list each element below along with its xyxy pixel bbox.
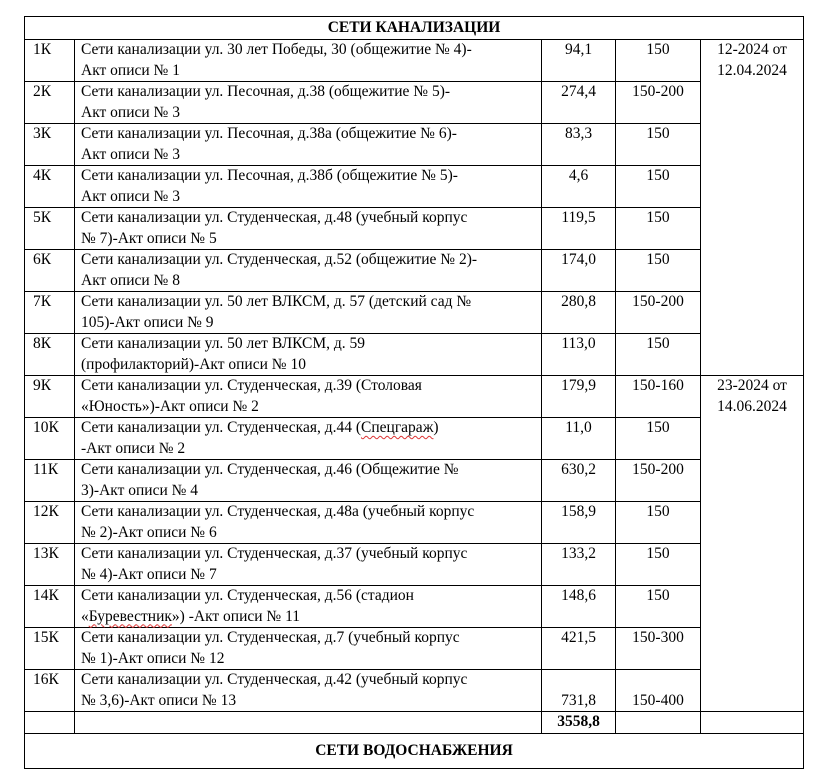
row-length: 113,0 [542,334,616,376]
row-length: 133,2 [542,544,616,586]
row-diameter: 150 [616,40,701,82]
row-length: 4,6 [542,166,616,208]
row-diameter: 150 [616,418,701,460]
row-description: Сети канализации ул. Песочная, д.38 (общежитие № 5)- Акт описи № 3 [75,82,542,124]
row-number: 12К [25,502,75,544]
row-description: Сети канализации ул. Студенческая, д.52 (общежитие № 2)- Акт описи № 8 [75,250,542,292]
spellcheck-flagged-word: Буревестник [88,607,172,625]
table-row [25,334,804,376]
table-row [25,208,804,250]
row-number: 1К [25,40,75,82]
document-page [24,16,803,769]
row-diameter: 150-160 [616,376,701,418]
row-number: 8К [25,334,75,376]
table-row [25,628,804,670]
row-length: 148,6 [542,586,616,628]
next-section-title: СЕТИ ВОДОСНАБЖЕНИЯ [25,734,804,769]
row-length: 731,8 [542,670,616,712]
row-description: Сети канализации ул. Студенческая, д.48 (учебный корпус № 7)-Акт описи № 5 [75,208,542,250]
row-length: 94,1 [542,40,616,82]
row-description: Сети канализации ул. Студенческая, д.46 (Общежитие № 3)-Акт описи № 4 [75,460,542,502]
table-row [25,40,804,82]
table-row [25,460,804,502]
row-number: 5К [25,208,75,250]
row-description: Сети канализации ул. 30 лет Победы, 30 (общежитие № 4)- Акт описи № 1 [75,40,542,82]
row-length: 174,0 [542,250,616,292]
row-description: Сети канализации ул. Студенческая, д.37 (учебный корпус № 4)-Акт описи № 7 [75,544,542,586]
table-row [25,124,804,166]
row-number: 4К [25,166,75,208]
row-length: 280,8 [542,292,616,334]
row-number: 16К [25,670,75,712]
table-row [25,82,804,124]
table-row [25,544,804,586]
row-diameter: 150-200 [616,292,701,334]
table-row [25,292,804,334]
row-number: 10К [25,418,75,460]
total-empty-cell [701,712,804,734]
row-diameter: 150-400 [616,670,701,712]
row-number: 14К [25,586,75,628]
row-diameter: 150 [616,208,701,250]
row-length: 158,9 [542,502,616,544]
row-length: 83,3 [542,124,616,166]
row-description: Сети канализации ул. Студенческая, д.48а (учебный корпус № 2)-Акт описи № 6 [75,502,542,544]
row-description: Сети канализации ул. Студенческая, д.56 (стадион «Буревестник») -Акт описи № 11 [75,586,542,628]
row-description: Сети канализации ул. Студенческая, д.44 (Спецгараж) -Акт описи № 2 [75,418,542,460]
act-reference: 23-2024 от 14.06.2024 [701,376,804,712]
row-diameter: 150 [616,124,701,166]
row-number: 15К [25,628,75,670]
row-number: 2К [25,82,75,124]
row-number: 13К [25,544,75,586]
table-row [25,250,804,292]
spellcheck-flagged-word: Спецгараж [361,419,434,436]
row-number: 6К [25,250,75,292]
row-number: 11К [25,460,75,502]
sewer-networks-table [24,16,804,769]
row-diameter: 150 [616,586,701,628]
section-title: СЕТИ КАНАЛИЗАЦИИ [25,17,804,40]
row-description: Сети канализации ул. Студенческая, д.7 (учебный корпус № 1)-Акт описи № 12 [75,628,542,670]
row-description: Сети канализации ул. Песочная, д.38б (общежитие № 5)- Акт описи № 3 [75,166,542,208]
total-length: 3558,8 [542,712,616,734]
table-row [25,376,804,418]
row-diameter: 150 [616,502,701,544]
row-length: 179,9 [542,376,616,418]
row-number: 3К [25,124,75,166]
row-length: 421,5 [542,628,616,670]
total-row [25,712,804,734]
row-diameter: 150 [616,334,701,376]
row-length: 119,5 [542,208,616,250]
row-diameter: 150-200 [616,460,701,502]
row-description: Сети канализации ул. Студенческая, д.39 (Столовая «Юность»)-Акт описи № 2 [75,376,542,418]
table-row [25,502,804,544]
total-empty-cell [616,712,701,734]
row-length: 274,4 [542,82,616,124]
row-description: Сети канализации ул. Песочная, д.38а (общежитие № 6)- Акт описи № 3 [75,124,542,166]
row-diameter: 150-300 [616,628,701,670]
row-number: 9К [25,376,75,418]
row-description: Сети канализации ул. Студенческая, д.42 (учебный корпус № 3,6)-Акт описи № 13 [75,670,542,712]
table-row [25,418,804,460]
row-number: 7К [25,292,75,334]
table-row [25,586,804,628]
row-diameter: 150 [616,250,701,292]
table-row [25,166,804,208]
row-diameter: 150-200 [616,82,701,124]
row-diameter: 150 [616,166,701,208]
total-empty-cell [25,712,75,734]
table-row [25,670,804,712]
row-description: Сети канализации ул. 50 лет ВЛКСМ, д. 57 (детский сад № 105)-Акт описи № 9 [75,292,542,334]
total-empty-cell [75,712,542,734]
row-diameter: 150 [616,544,701,586]
row-description: Сети канализации ул. 50 лет ВЛКСМ, д. 59 (профилакторий)-Акт описи № 10 [75,334,542,376]
row-length: 630,2 [542,460,616,502]
act-reference: 12-2024 от 12.04.2024 [701,40,804,376]
row-length: 11,0 [542,418,616,460]
